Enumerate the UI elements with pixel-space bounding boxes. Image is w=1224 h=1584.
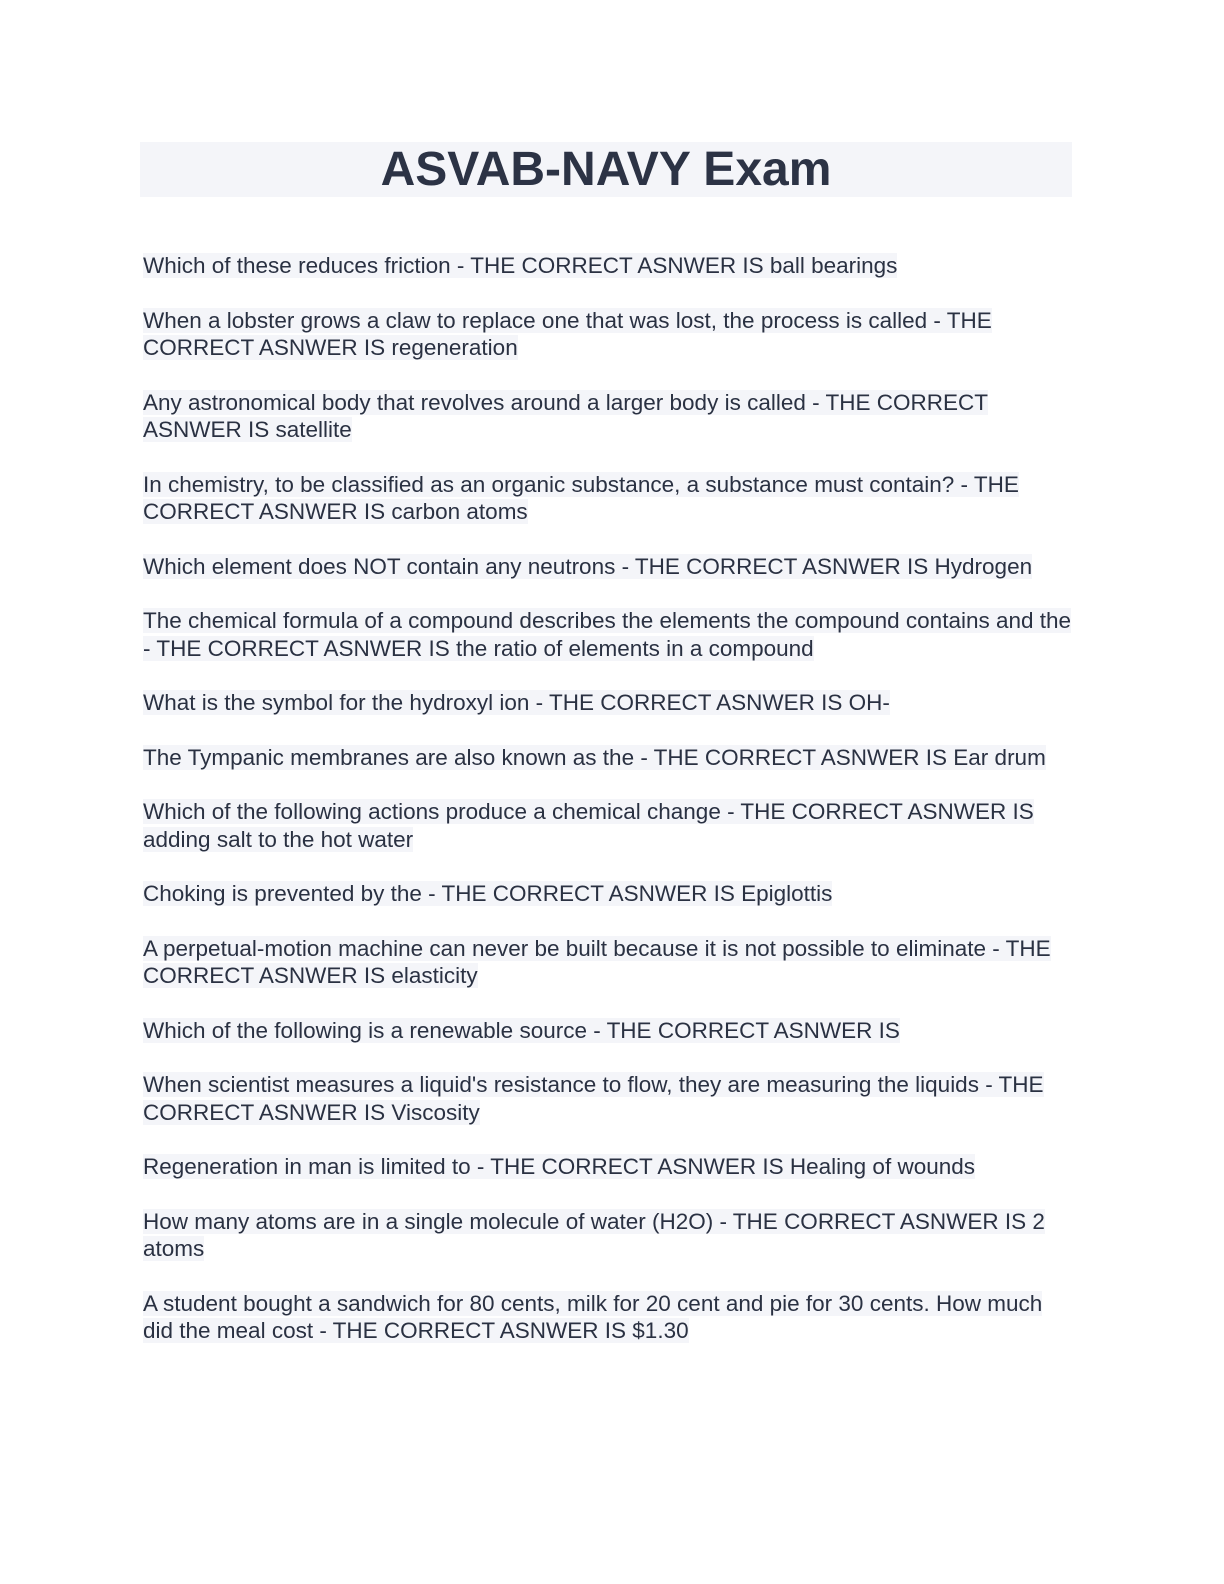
qa-text: A student bought a sandwich for 80 cents, milk for 20 cent and pie for 30 cents. How much did the meal cost - THE CORRECT ASNWER IS $1.30	[143, 1290, 1043, 1343]
qa-item	[143, 935, 1073, 990]
qa-item	[143, 252, 1073, 280]
qa-text: Any astronomical body that revolves around a larger body is called - THE CORRECT ASNWER IS satellite	[143, 389, 988, 442]
qa-text: Which of the following is a renewable source - THE CORRECT ASNWER IS	[143, 1017, 900, 1043]
qa-item	[143, 553, 1073, 581]
qa-text: The chemical formula of a compound describes the elements the compound contains and the - THE CORRECT ASNWER IS the ratio of elements in a compound	[143, 608, 1072, 661]
qa-text: A perpetual-motion machine can never be built because it is not possible to eliminate - THE CORRECT ASNWER IS elasticity	[143, 935, 1051, 988]
qa-item	[143, 1153, 1073, 1181]
qa-text: Which of these reduces friction - THE CORRECT ASNWER IS ball bearings	[143, 253, 898, 278]
qa-text: Which of the following actions produce a chemical change - THE CORRECT ASNWER IS adding salt to the hot water	[143, 799, 1034, 852]
qa-text: Regeneration in man is limited to - THE CORRECT ASNWER IS Healing of wounds	[143, 1154, 975, 1179]
qa-item	[143, 389, 1073, 444]
qa-text: What is the symbol for the hydroxyl ion - THE CORRECT ASNWER IS OH-	[143, 690, 890, 715]
qa-text: When scientist measures a liquid's resistance to flow, they are measuring the liquids - THE CORRECT ASNWER IS Viscosity	[143, 1072, 1044, 1125]
qa-item	[143, 471, 1073, 526]
qa-text: Choking is prevented by the - THE CORRECT ASNWER IS Epiglottis	[143, 881, 833, 906]
qa-item	[143, 880, 1073, 908]
qa-text: The Tympanic membranes are also known as the - THE CORRECT ASNWER IS Ear drum	[143, 744, 1046, 770]
qa-text: Which element does NOT contain any neutrons - THE CORRECT ASNWER IS Hydrogen	[143, 553, 1033, 579]
qa-item	[143, 307, 1073, 362]
qa-item	[143, 798, 1073, 853]
qa-item	[143, 689, 1073, 717]
qa-item	[143, 607, 1073, 662]
page-title: ASVAB-NAVY Exam	[380, 143, 832, 196]
qa-item	[143, 1290, 1073, 1345]
qa-item	[143, 1017, 1073, 1045]
title-banner	[140, 142, 1072, 197]
qa-item	[143, 1071, 1073, 1126]
question-answer-list	[143, 252, 1073, 1372]
qa-item	[143, 744, 1073, 772]
qa-text: When a lobster grows a claw to replace one that was lost, the process is called - THE CORRECT ASNWER IS regeneration	[143, 307, 992, 360]
qa-text: How many atoms are in a single molecule of water (H2O) - THE CORRECT ASNWER IS 2 atoms	[143, 1208, 1045, 1261]
qa-item	[143, 1208, 1073, 1263]
qa-text: In chemistry, to be classified as an organic substance, a substance must contain? - THE CORRECT ASNWER IS carbon atoms	[143, 471, 1019, 524]
